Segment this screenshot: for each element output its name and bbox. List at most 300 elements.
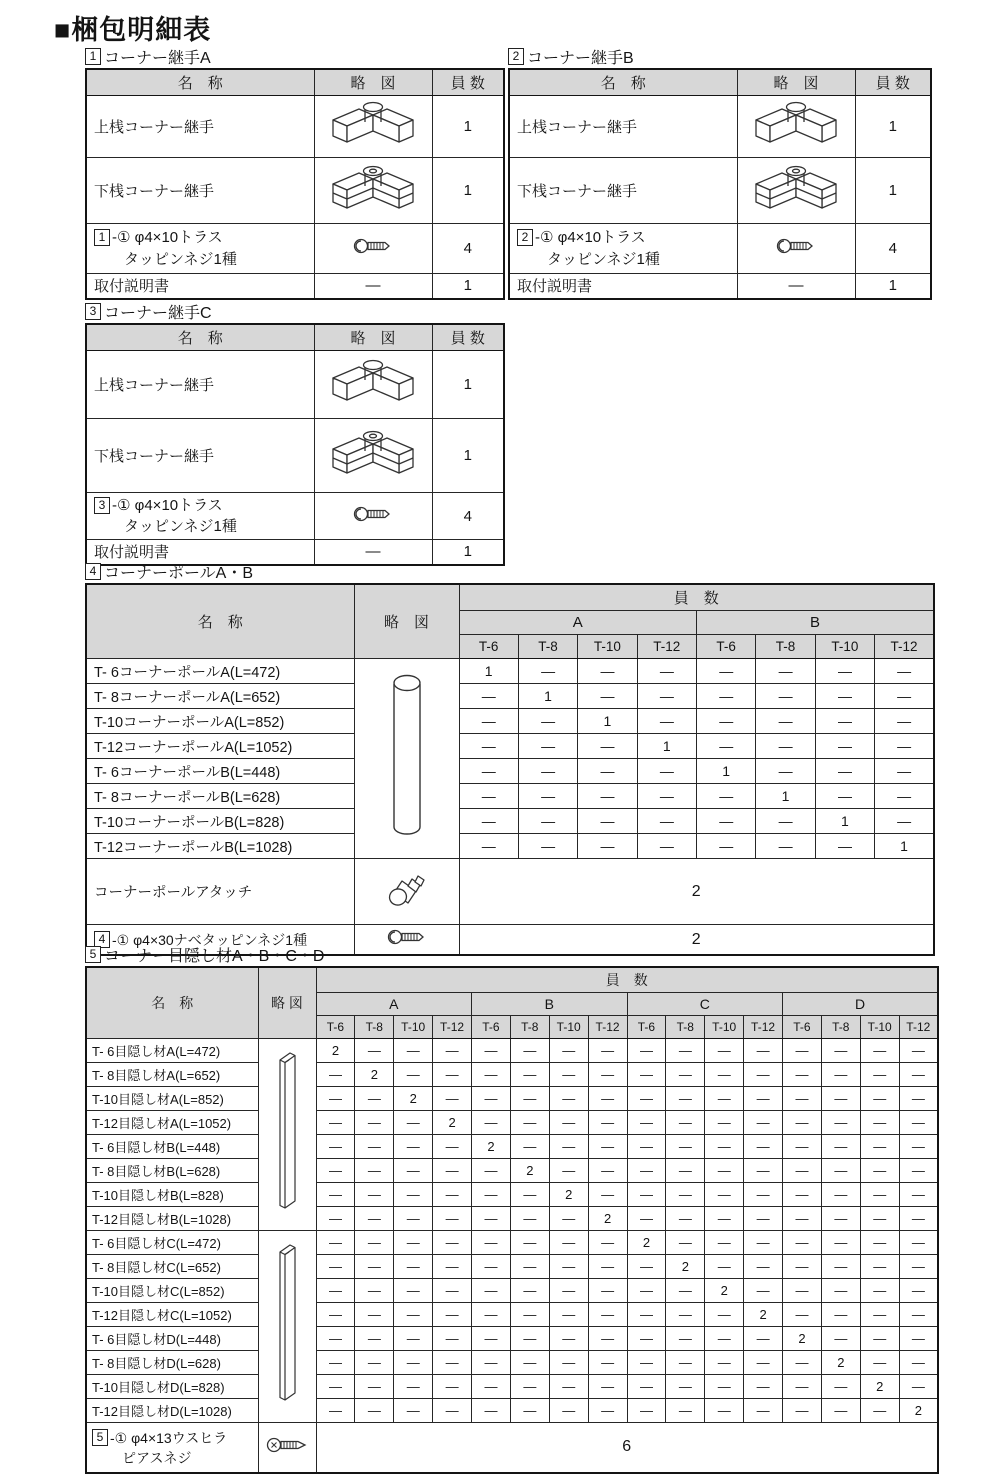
qty-value: —: [875, 809, 934, 834]
truss-screw-icon: [352, 236, 394, 256]
qty-value: —: [355, 1111, 394, 1135]
qty-value: —: [549, 1087, 588, 1111]
qty-value: —: [821, 1327, 860, 1351]
qty-value: —: [588, 1303, 627, 1327]
qty-value: —: [510, 1327, 549, 1351]
qty-value: —: [627, 1207, 666, 1231]
qty-value: —: [472, 1255, 511, 1279]
qty-value: —: [394, 1231, 433, 1255]
qty-value: —: [578, 809, 637, 834]
qty-value: —: [666, 1375, 705, 1399]
qty-value: —: [459, 709, 518, 734]
qty-value: —: [705, 1351, 744, 1375]
qty-value: —: [316, 1135, 355, 1159]
qty-value: —: [355, 1231, 394, 1255]
qty-value: —: [510, 1135, 549, 1159]
qty-value: 2: [627, 1231, 666, 1255]
item-name: T- 8目隠し材B(L=628): [86, 1159, 258, 1183]
table-row: [86, 1279, 938, 1303]
table-number-badge: 2: [508, 48, 524, 65]
upper-rail-joint-icon: [314, 96, 432, 158]
qty-value: —: [394, 1039, 433, 1063]
qty-value: —: [821, 1087, 860, 1111]
qty-value: —: [549, 1399, 588, 1423]
size-column-header: T-6: [783, 1016, 822, 1039]
qty-value: —: [316, 1279, 355, 1303]
qty-value: —: [744, 1159, 783, 1183]
size-column-header: T-8: [510, 1016, 549, 1039]
qty-value: —: [588, 1351, 627, 1375]
qty-value: —: [578, 759, 637, 784]
qty-value: —: [394, 1183, 433, 1207]
item-name: 3 -① φ4×10トラス タッピンネジ1種: [86, 493, 314, 540]
qty-value: —: [518, 659, 577, 684]
qty-value: —: [355, 1135, 394, 1159]
qty-value: —: [549, 1375, 588, 1399]
group-b-header: B: [697, 611, 935, 635]
qty-value: —: [510, 1039, 549, 1063]
qty-value: 1: [578, 709, 637, 734]
qty-value: —: [705, 1255, 744, 1279]
qty-value: —: [394, 1207, 433, 1231]
sketch-column-header: 略 図: [314, 69, 432, 96]
qty-value: —: [637, 709, 696, 734]
qty-value: —: [472, 1279, 511, 1303]
qty-value: —: [756, 759, 815, 784]
qty-value: —: [588, 1159, 627, 1183]
qty-value: —: [627, 1351, 666, 1375]
qty-value: —: [821, 1183, 860, 1207]
ref-number-badge: 2: [517, 229, 533, 246]
size-column-header: T-8: [666, 1016, 705, 1039]
table-row: [86, 1159, 938, 1183]
qty-value: —: [472, 1351, 511, 1375]
corner-joint-b-section: [508, 46, 932, 300]
qty-value: —: [355, 1255, 394, 1279]
qty-value: —: [578, 734, 637, 759]
qty-value: —: [705, 1159, 744, 1183]
qty-value: —: [588, 1183, 627, 1207]
qty-value: 1: [815, 809, 874, 834]
table4-title: コーナーポールA・B: [104, 564, 254, 582]
pole-attach-icon: [354, 859, 459, 925]
qty-value: —: [815, 734, 874, 759]
qty-value: —: [627, 1111, 666, 1135]
qty-value: —: [744, 1399, 783, 1423]
qty-value: —: [433, 1207, 472, 1231]
table-row: [86, 1111, 938, 1135]
qty-value: —: [472, 1303, 511, 1327]
qty-value: —: [756, 734, 815, 759]
name-column-header: 名 称: [86, 967, 258, 1039]
lower-rail-joint-icon: [314, 419, 432, 493]
qty-value: —: [459, 784, 518, 809]
qty-value: —: [860, 1039, 899, 1063]
qty-value: —: [783, 1255, 822, 1279]
qty-value: —: [666, 1327, 705, 1351]
ref-number-badge: 4: [94, 931, 110, 948]
qty-value: —: [355, 1207, 394, 1231]
qty-value: —: [899, 1135, 938, 1159]
size-column-header: T-12: [433, 1016, 472, 1039]
qty-value: —: [394, 1255, 433, 1279]
table-row: [86, 351, 504, 419]
qty-value: —: [705, 1063, 744, 1087]
table-row: [509, 274, 931, 299]
qty-value: —: [433, 1303, 472, 1327]
size-column-header: T-10: [860, 1016, 899, 1039]
qty-value: 2: [588, 1207, 627, 1231]
item-name: 下桟コーナー継手: [509, 158, 737, 224]
item-name: 5 -① φ4×13ウスヒラ ピアスネジ: [86, 1423, 258, 1473]
qty-value: —: [666, 1159, 705, 1183]
ref-number-badge: 5: [92, 1429, 108, 1446]
qty-value: —: [433, 1231, 472, 1255]
blind-strip-ab-icon: [258, 1039, 316, 1231]
qty-value: —: [627, 1279, 666, 1303]
qty-value: —: [697, 684, 756, 709]
qty-value: —: [744, 1327, 783, 1351]
sketch-column-header: 略 図: [354, 584, 459, 659]
qty-value: —: [549, 1063, 588, 1087]
ref-number-badge: 1: [94, 229, 110, 246]
table-row: [86, 1063, 938, 1087]
qty-value: —: [637, 784, 696, 809]
name-column-header: 名 称: [509, 69, 737, 96]
qty-value: —: [899, 1111, 938, 1135]
table3-title: コーナー継手C: [104, 304, 212, 322]
item-name: T-10目隠し材B(L=828): [86, 1183, 258, 1207]
item-name: 上桟コーナー継手: [86, 351, 314, 419]
qty-value: —: [433, 1135, 472, 1159]
qty-value: —: [549, 1207, 588, 1231]
qty-value: —: [815, 834, 874, 859]
table2-label: [508, 46, 932, 66]
qty-value: —: [588, 1255, 627, 1279]
table-row: [86, 1087, 938, 1111]
qty-value: —: [355, 1039, 394, 1063]
table-number-badge: 4: [85, 563, 101, 580]
table-row: [86, 1351, 938, 1375]
qty-value: —: [510, 1351, 549, 1375]
lower-rail-joint-icon: [327, 425, 419, 481]
qty-value: —: [588, 1135, 627, 1159]
qty-value: —: [783, 1303, 822, 1327]
qty-value: —: [744, 1231, 783, 1255]
item-name: 4 -① φ4×30ナベタッピンネジ1種: [86, 925, 354, 956]
qty-value: —: [316, 1231, 355, 1255]
table2-title: コーナー継手B: [527, 49, 634, 67]
qty-value: —: [472, 1063, 511, 1087]
qty-value: —: [875, 759, 934, 784]
qty-value: —: [899, 1183, 938, 1207]
size-column-header: T-6: [459, 635, 518, 659]
table-row: [86, 493, 504, 540]
qty-value: —: [899, 1279, 938, 1303]
qty-value: —: [510, 1231, 549, 1255]
qty-value: —: [549, 1303, 588, 1327]
qty-value: —: [899, 1231, 938, 1255]
qty-value: —: [433, 1063, 472, 1087]
qty-value: 2: [355, 1063, 394, 1087]
item-name: 上桟コーナー継手: [509, 96, 737, 158]
qty-value: —: [316, 1183, 355, 1207]
table-row: [86, 274, 504, 299]
qty-value: —: [815, 659, 874, 684]
qty-value: —: [821, 1279, 860, 1303]
qty-value: —: [316, 1399, 355, 1423]
qty-value: —: [697, 659, 756, 684]
qty-value: —: [899, 1375, 938, 1399]
qty-value: —: [666, 1063, 705, 1087]
item-name: T-12コーナーポールB(L=1028): [86, 834, 354, 859]
qty-value: 2: [316, 1039, 355, 1063]
corner-joint-c-section: [85, 301, 505, 566]
qty-value: 4: [855, 224, 931, 274]
qty-value: —: [459, 734, 518, 759]
qty-value: —: [744, 1183, 783, 1207]
qty-value: 1: [432, 158, 504, 224]
qty-value: —: [394, 1159, 433, 1183]
qty-value: —: [860, 1087, 899, 1111]
qty-value: —: [705, 1111, 744, 1135]
table-number-badge: 3: [85, 303, 101, 320]
qty-value: —: [472, 1183, 511, 1207]
corner-joint-c-table: [85, 323, 505, 566]
qty-value: —: [549, 1255, 588, 1279]
qty-value: 2: [783, 1327, 822, 1351]
sketch-dash: —: [314, 540, 432, 565]
size-column-header: T-12: [637, 635, 696, 659]
qty-value: —: [860, 1135, 899, 1159]
size-column-header: T-10: [578, 635, 637, 659]
qty-value: —: [821, 1375, 860, 1399]
qty-value: —: [433, 1039, 472, 1063]
item-name: コーナーポールアタッチ: [86, 859, 354, 925]
qty-value: —: [588, 1327, 627, 1351]
table-row: [86, 96, 504, 158]
sketch-dash: —: [737, 274, 855, 299]
sketch-column-header: 略 図: [737, 69, 855, 96]
size-column-header: T-6: [316, 1016, 355, 1039]
qty-value: —: [783, 1399, 822, 1423]
qty-value: —: [627, 1399, 666, 1423]
qty-value: —: [899, 1087, 938, 1111]
lower-rail-joint-icon: [327, 160, 419, 216]
item-name: T-12目隠し材B(L=1028): [86, 1207, 258, 1231]
table-row: [509, 224, 931, 274]
item-name: 下桟コーナー継手: [86, 419, 314, 493]
qty-value: 1: [855, 274, 931, 299]
qty-value: —: [815, 684, 874, 709]
item-name: 取付説明書: [86, 274, 314, 299]
qty-value: —: [899, 1159, 938, 1183]
qty-value: —: [518, 809, 577, 834]
table-number-badge: 5: [85, 946, 101, 963]
qty-value: —: [821, 1255, 860, 1279]
item-name: 取付説明書: [86, 540, 314, 565]
table-row: [86, 1327, 938, 1351]
qty-value: —: [860, 1063, 899, 1087]
qty-value: 2: [549, 1183, 588, 1207]
qty-value: —: [316, 1255, 355, 1279]
pierce-screw-icon: [258, 1423, 316, 1473]
sketch-column-header: 略 図: [258, 967, 316, 1039]
sketch-column-header: 略 図: [314, 324, 432, 351]
qty-value: —: [588, 1111, 627, 1135]
qty-value: 1: [875, 834, 934, 859]
qty-value: —: [821, 1231, 860, 1255]
qty-value: —: [744, 1135, 783, 1159]
qty-value: —: [433, 1183, 472, 1207]
qty-value: —: [549, 1135, 588, 1159]
size-column-header: T-10: [815, 635, 874, 659]
qty-value: —: [860, 1303, 899, 1327]
qty-value: —: [697, 709, 756, 734]
qty-value: —: [316, 1087, 355, 1111]
qty-value: —: [637, 834, 696, 859]
size-column-header: T-8: [355, 1016, 394, 1039]
qty-value: 1: [432, 540, 504, 565]
qty-value: —: [394, 1063, 433, 1087]
qty-value: —: [744, 1087, 783, 1111]
qty-value: —: [875, 659, 934, 684]
qty-value: —: [578, 659, 637, 684]
size-column-header: T-10: [705, 1016, 744, 1039]
table5-label: [85, 944, 939, 964]
qty-value: —: [627, 1255, 666, 1279]
qty-value: —: [510, 1063, 549, 1087]
qty-value: —: [666, 1039, 705, 1063]
qty-value: —: [549, 1279, 588, 1303]
table-row: [86, 684, 934, 709]
qty-value: 2: [705, 1279, 744, 1303]
qty-value: —: [355, 1279, 394, 1303]
ref-number-badge: 3: [94, 497, 110, 514]
qty-value: —: [815, 784, 874, 809]
table-row: [86, 419, 504, 493]
item-name: T-10コーナーポールA(L=852): [86, 709, 354, 734]
qty-value: —: [316, 1327, 355, 1351]
qty-value: —: [588, 1087, 627, 1111]
item-name: 2 -① φ4×10トラス タッピンネジ1種: [509, 224, 737, 274]
qty-value: —: [472, 1159, 511, 1183]
qty-value: 1: [432, 274, 504, 299]
qty-value: —: [705, 1231, 744, 1255]
qty-value: —: [637, 684, 696, 709]
upper-rail-joint-icon: [327, 98, 419, 150]
truss-screw-icon: [314, 224, 432, 274]
qty-value: —: [821, 1399, 860, 1423]
qty-value: —: [549, 1039, 588, 1063]
qty-value: —: [510, 1375, 549, 1399]
qty-value: —: [588, 1279, 627, 1303]
size-column-header: T-12: [744, 1016, 783, 1039]
corner-blind-section: [85, 944, 939, 1474]
qty-value: —: [756, 684, 815, 709]
table-row: [86, 659, 934, 684]
upper-rail-joint-icon: [737, 96, 855, 158]
qty-value: 2: [744, 1303, 783, 1327]
qty-value: —: [783, 1159, 822, 1183]
qty-value: —: [899, 1303, 938, 1327]
qty-value: —: [510, 1279, 549, 1303]
qty-value: —: [860, 1351, 899, 1375]
qty-value: —: [666, 1087, 705, 1111]
qty-value: 1: [855, 158, 931, 224]
qty-value: —: [744, 1351, 783, 1375]
qty-value: —: [355, 1375, 394, 1399]
qty-value: —: [510, 1183, 549, 1207]
qty-value: —: [588, 1375, 627, 1399]
table-row: [86, 1423, 938, 1473]
qty-value: 1: [432, 96, 504, 158]
qty-column-header: 員 数: [432, 324, 504, 351]
qty-value: —: [627, 1303, 666, 1327]
qty-value: —: [666, 1111, 705, 1135]
qty-value: —: [821, 1063, 860, 1087]
truss-screw-icon: [737, 224, 855, 274]
size-column-header: T-10: [394, 1016, 433, 1039]
qty-value: —: [666, 1351, 705, 1375]
qty-value: —: [316, 1303, 355, 1327]
qty-value: —: [588, 1231, 627, 1255]
qty-value: —: [355, 1303, 394, 1327]
qty-value: —: [433, 1327, 472, 1351]
qty-value: 2: [459, 925, 934, 956]
qty-value: 2: [459, 859, 934, 925]
item-name: T- 8目隠し材A(L=652): [86, 1063, 258, 1087]
qty-value: —: [705, 1327, 744, 1351]
qty-value: —: [821, 1039, 860, 1063]
qty-value: —: [518, 734, 577, 759]
qty-value: —: [394, 1303, 433, 1327]
qty-value: 1: [459, 659, 518, 684]
qty-value: —: [394, 1351, 433, 1375]
qty-value: —: [666, 1183, 705, 1207]
qty-value: —: [705, 1303, 744, 1327]
qty-value: —: [744, 1279, 783, 1303]
group-b-header: B: [472, 993, 628, 1016]
qty-value: —: [316, 1063, 355, 1087]
qty-value: —: [433, 1351, 472, 1375]
size-column-header: T-8: [821, 1016, 860, 1039]
qty-value: —: [821, 1207, 860, 1231]
qty-value: —: [666, 1135, 705, 1159]
qty-value: 1: [697, 759, 756, 784]
qty-value: 1: [855, 96, 931, 158]
qty-value: —: [472, 1111, 511, 1135]
qty-value: 2: [394, 1087, 433, 1111]
qty-value: 2: [821, 1351, 860, 1375]
qty-value: —: [433, 1375, 472, 1399]
qty-value: —: [860, 1399, 899, 1423]
qty-value: —: [518, 784, 577, 809]
table-row: [509, 158, 931, 224]
truss-screw-icon: [352, 504, 394, 524]
qty-value: —: [472, 1087, 511, 1111]
qty-value: —: [875, 784, 934, 809]
qty-value: —: [355, 1159, 394, 1183]
qty-value: —: [821, 1135, 860, 1159]
qty-value: 1: [432, 351, 504, 419]
table-row: [86, 1039, 938, 1063]
item-name: T- 6目隠し材B(L=448): [86, 1135, 258, 1159]
qty-column-header: 員 数: [855, 69, 931, 96]
table-row: [86, 809, 934, 834]
table-row: [86, 158, 504, 224]
corner-blind-table: [85, 966, 939, 1474]
